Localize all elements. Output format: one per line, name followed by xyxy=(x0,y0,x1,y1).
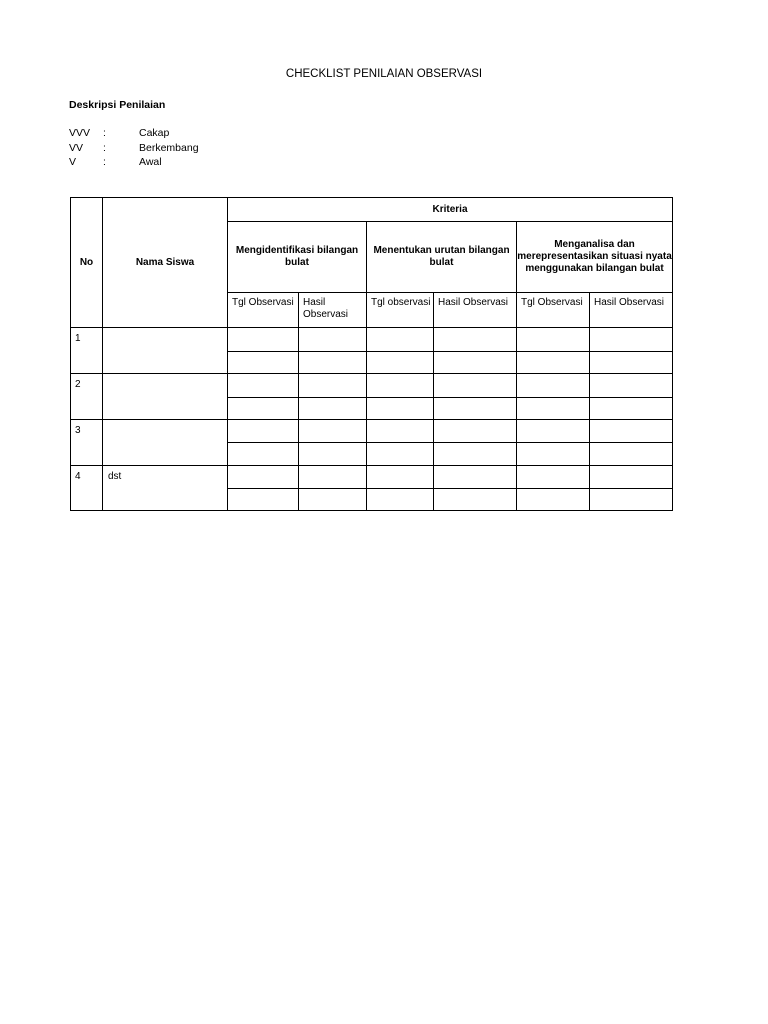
observation-table xyxy=(70,197,673,511)
table-cell xyxy=(299,328,367,352)
student-name-cell xyxy=(103,374,228,420)
table-cell xyxy=(299,443,367,466)
table-cell xyxy=(367,489,434,511)
table-cell xyxy=(434,398,517,420)
table-cell xyxy=(299,352,367,374)
legend-row xyxy=(69,126,199,141)
student-name-cell xyxy=(103,328,228,374)
table-cell xyxy=(517,374,590,398)
table-cell xyxy=(228,374,299,398)
assessment-legend xyxy=(69,126,199,170)
table-cell xyxy=(367,328,434,352)
table-cell xyxy=(590,398,673,420)
table-row xyxy=(71,420,673,443)
table-cell xyxy=(434,420,517,443)
table-row xyxy=(71,374,673,398)
row-number: 2 xyxy=(71,374,103,420)
table-cell xyxy=(228,420,299,443)
subheader-tgl-observasi: Tgl Observasi xyxy=(517,293,590,328)
header-kriteria: Kriteria xyxy=(228,198,673,222)
table-cell xyxy=(228,398,299,420)
table-cell xyxy=(517,420,590,443)
table-cell xyxy=(299,374,367,398)
table-cell xyxy=(517,466,590,489)
table-cell xyxy=(228,352,299,374)
table-cell xyxy=(590,352,673,374)
table-cell xyxy=(434,328,517,352)
row-number: 4 xyxy=(71,466,103,511)
criterion-1: Mengidentifikasi bilangan bulat xyxy=(228,222,367,293)
table-row xyxy=(71,466,673,489)
table-cell xyxy=(590,443,673,466)
table-cell xyxy=(434,466,517,489)
row-number: 1 xyxy=(71,328,103,374)
criterion-2: Menentukan urutan bilangan bulat xyxy=(367,222,517,293)
student-name-cell: dst xyxy=(103,466,228,511)
table-cell xyxy=(590,374,673,398)
table-cell xyxy=(299,489,367,511)
header-nama-siswa: Nama Siswa xyxy=(103,198,228,328)
subheader-hasil-observasi: Hasil Observasi xyxy=(434,293,517,328)
table-cell xyxy=(367,466,434,489)
legend-row xyxy=(69,155,199,170)
table-cell xyxy=(517,489,590,511)
document-title: CHECKLIST PENILAIAN OBSERVASI xyxy=(285,68,483,80)
legend-colon: : xyxy=(103,127,106,139)
subheader-hasil-observasi: Hasil Observasi xyxy=(299,293,367,328)
table-cell xyxy=(590,466,673,489)
table-cell xyxy=(434,352,517,374)
table-cell xyxy=(367,374,434,398)
legend-label: Berkembang xyxy=(139,141,199,154)
table-cell xyxy=(299,420,367,443)
table-cell xyxy=(367,398,434,420)
table-cell xyxy=(434,443,517,466)
table-cell xyxy=(517,398,590,420)
subheader-tgl-observasi: Tgl Observasi xyxy=(228,293,299,328)
legend-row xyxy=(69,141,199,156)
legend-label: Awal xyxy=(139,156,162,168)
table-cell xyxy=(517,328,590,352)
table-cell xyxy=(434,374,517,398)
table-row xyxy=(71,328,673,352)
subheader-tgl-observasi: Tgl observasi xyxy=(367,293,434,328)
student-name-cell xyxy=(103,420,228,466)
table-cell xyxy=(590,328,673,352)
table-cell xyxy=(590,489,673,511)
table-cell xyxy=(228,489,299,511)
legend-label: Cakap xyxy=(139,127,170,139)
table-cell xyxy=(434,489,517,511)
row-number: 3 xyxy=(71,420,103,466)
criterion-3: Menganalisa dan merepresentasikan situasi nyata menggunakan bilangan bulat xyxy=(517,222,673,293)
subheader-hasil-observasi: Hasil Observasi xyxy=(590,293,673,328)
legend-colon: : xyxy=(103,156,106,168)
table-cell xyxy=(517,443,590,466)
table-cell xyxy=(367,420,434,443)
deskripsi-heading: Deskripsi Penilaian xyxy=(69,99,166,111)
table-cell xyxy=(367,443,434,466)
legend-symbol: VVV xyxy=(69,127,91,139)
table-cell xyxy=(517,352,590,374)
table-cell xyxy=(299,466,367,489)
table-cell xyxy=(299,398,367,420)
header-no: No xyxy=(71,198,103,328)
table-cell xyxy=(228,466,299,489)
legend-symbol: V xyxy=(69,156,77,168)
legend-symbol: VV xyxy=(69,141,84,154)
legend-colon: : xyxy=(103,141,106,154)
table-cell xyxy=(367,352,434,374)
table-cell xyxy=(590,420,673,443)
table-cell xyxy=(228,443,299,466)
table-cell xyxy=(228,328,299,352)
